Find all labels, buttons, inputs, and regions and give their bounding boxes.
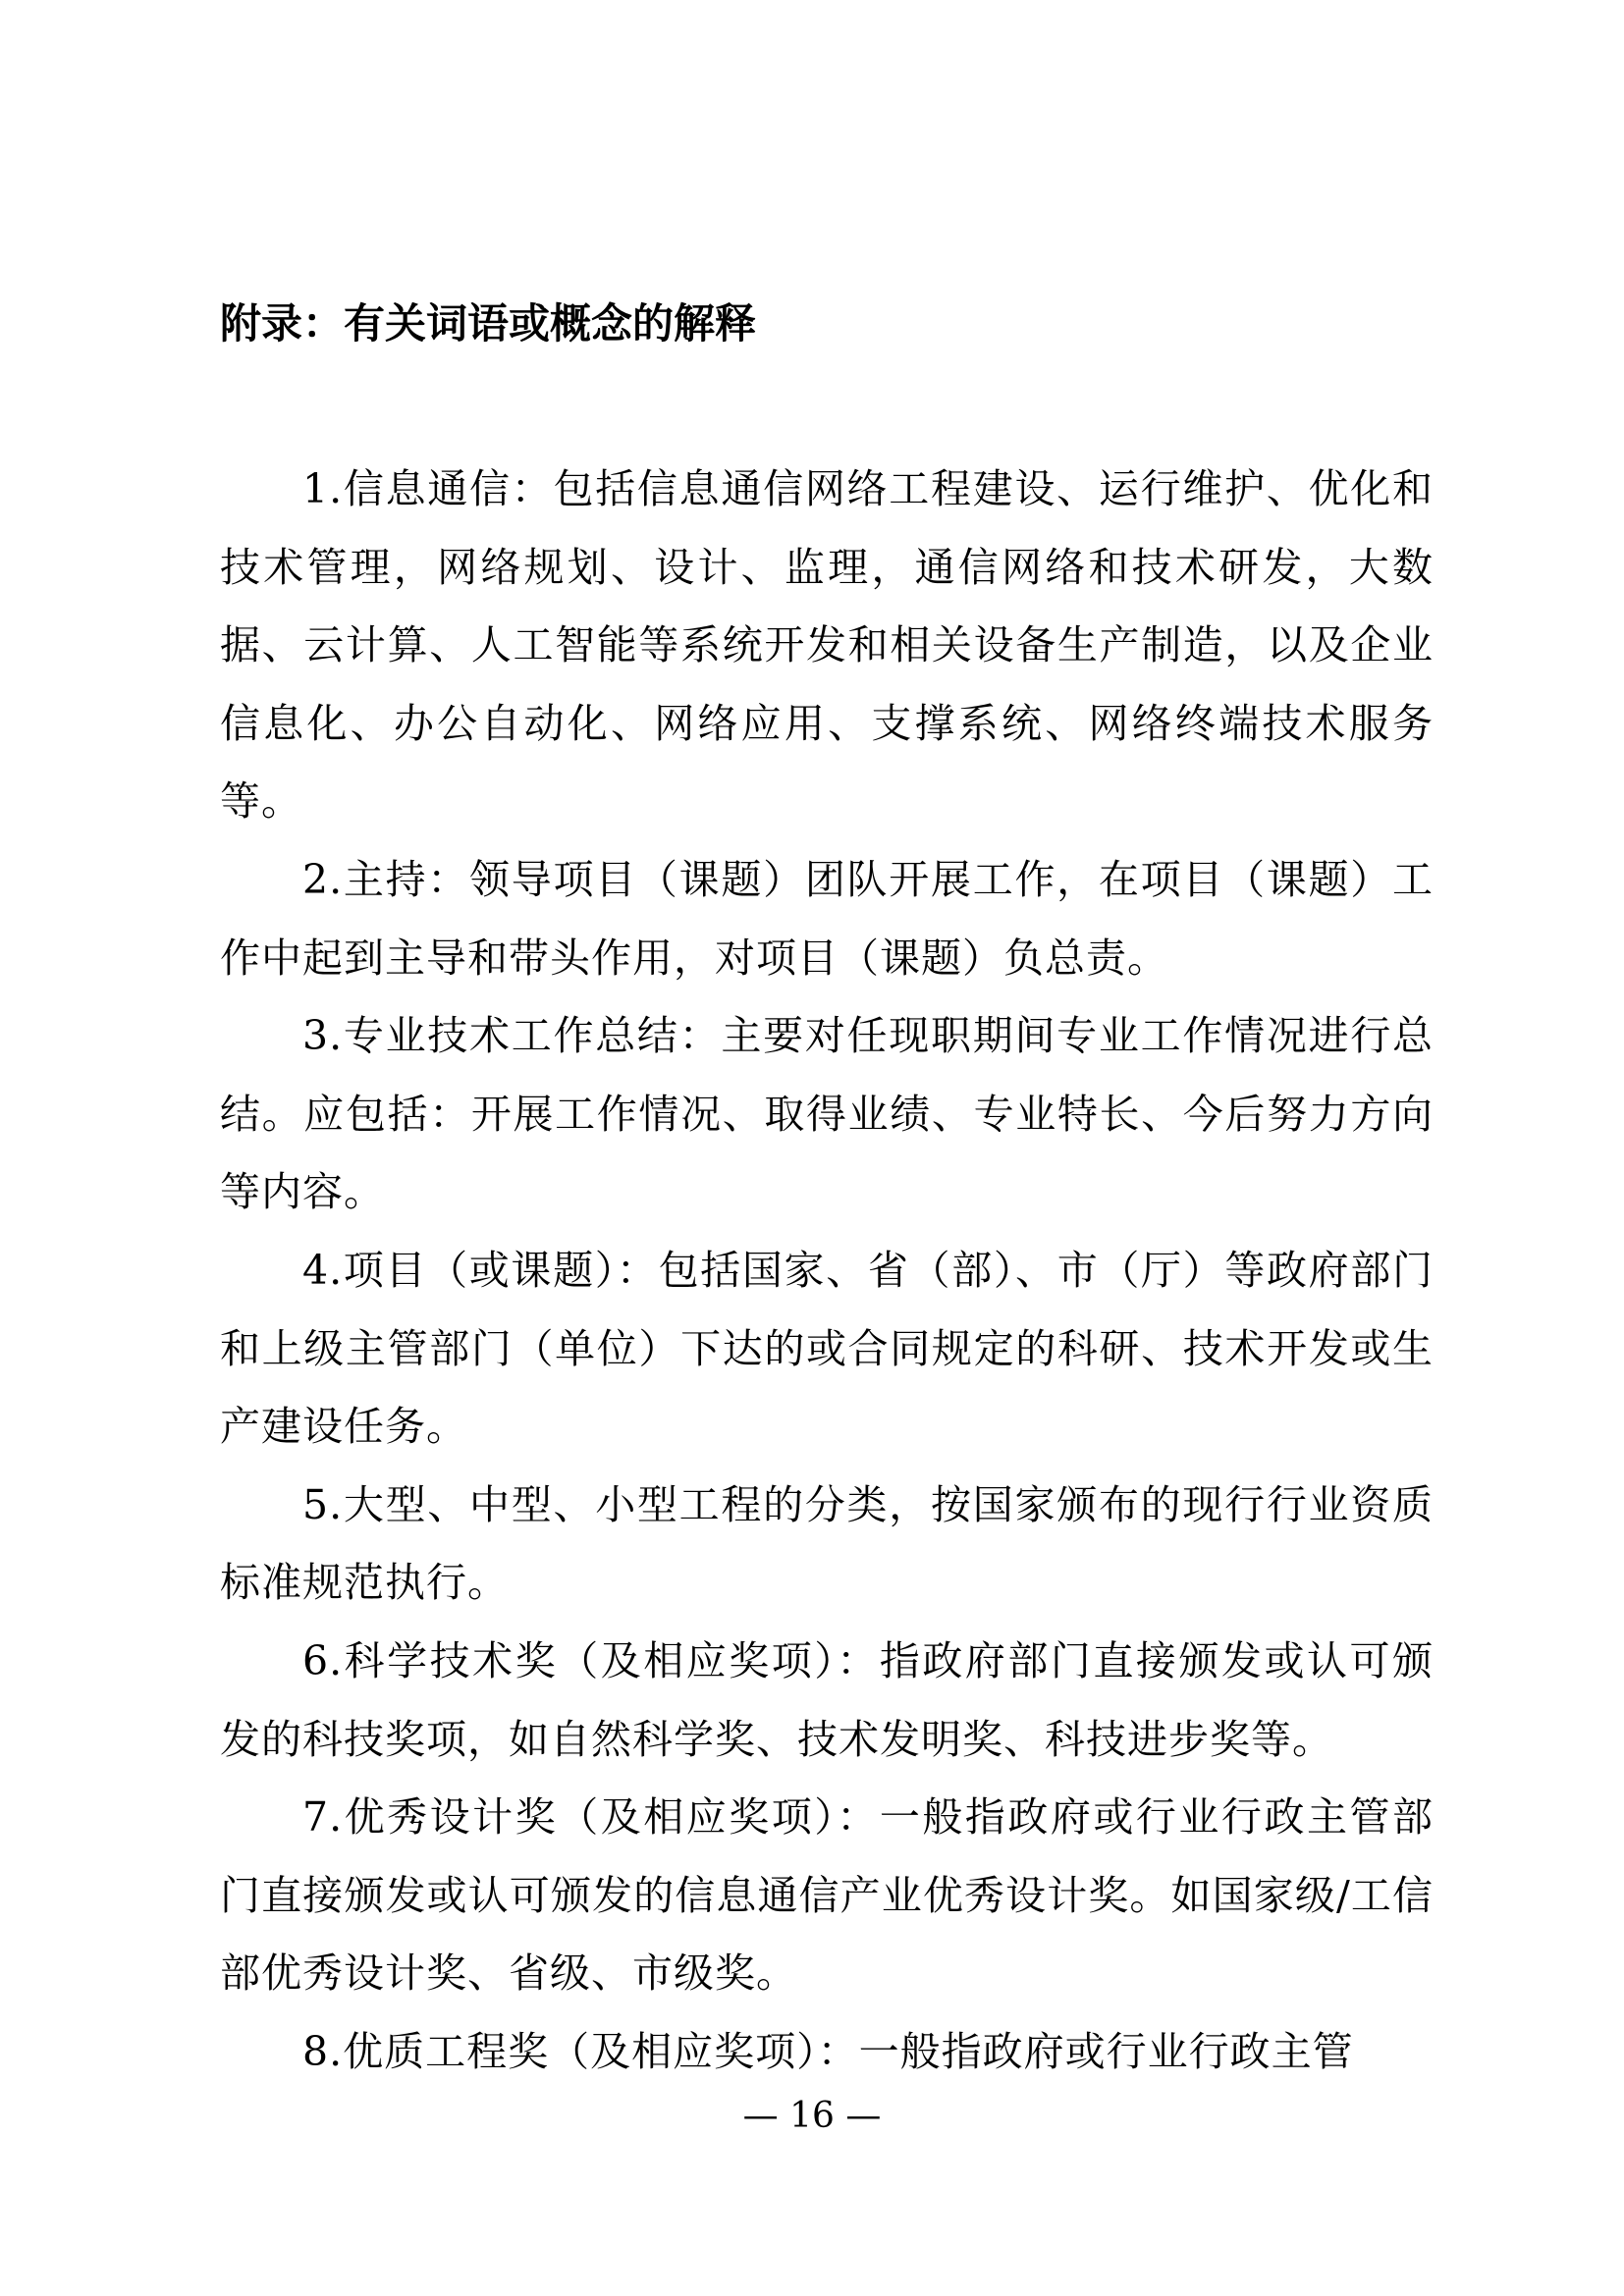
definition-paragraph-4: 4.项目（或课题）：包括国家、省（部）、市（厅）等政府部门和上级主管部门（单位）下达的或合同规定的科研、技术开发或生产建设任务。: [220, 1246, 1434, 1451]
definition-paragraph-1: 1.信息通信：包括信息通信网络工程建设、运行维护、优化和技术管理，网络规划、设计、监理，通信网络和技术研发，大数据、云计算、人工智能等系统开发和相关设备生产制造，以及企业信息化、办公自动化、网络应用、支撑系统、网络终端技术服务等。: [220, 465, 1434, 826]
definition-paragraph-3: 3.专业技术工作总结：主要对任现职期间专业工作情况进行总结。应包括：开展工作情况、取得业绩、专业特长、今后努力方向等内容。: [220, 1012, 1434, 1216]
appendix-heading: 附录：有关词语或概念的解释: [220, 299, 757, 347]
definition-paragraph-2: 2.主持：领导项目（课题）团队开展工作，在项目（课题）工作中起到主导和带头作用，对项目（课题）负总责。: [220, 855, 1434, 982]
definition-paragraph-6: 6.科学技术奖（及相应奖项）：指政府部门直接颁发或认可颁发的科技奖项，如自然科学奖、技术发明奖、科技进步奖等。: [220, 1636, 1434, 1763]
appendix-body: [220, 451, 1434, 2091]
definition-paragraph-5: 5.大型、中型、小型工程的分类，按国家颁布的现行行业资质标准规范执行。: [220, 1480, 1434, 1607]
definition-paragraph-7: 7.优秀设计奖（及相应奖项）：一般指政府或行业行政主管部门直接颁发或认可颁发的信息通信产业优秀设计奖。如国家级/工信部优秀设计奖、省级、市级奖。: [220, 1793, 1434, 1998]
page-number: — 16 —: [742, 2096, 882, 2136]
definition-paragraph-8: 8.优质工程奖（及相应奖项）：一般指政府或行业行政主管: [302, 2027, 1354, 2075]
